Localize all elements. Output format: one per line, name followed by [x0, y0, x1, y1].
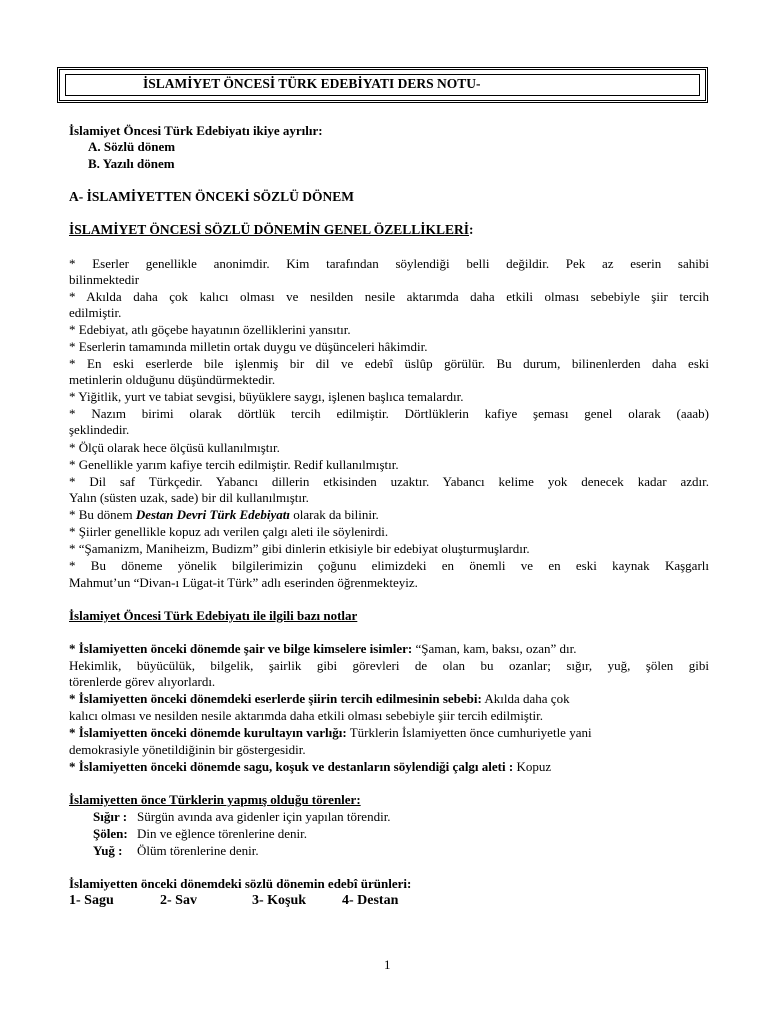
- work-item: 4- Destan: [342, 893, 399, 908]
- work-item: 2- Sav: [160, 893, 197, 908]
- note-3-line-2: demokrasiyle yönetildiğinin bir göstergesidir.: [69, 742, 306, 757]
- note-2-text: Akılda daha çok: [481, 691, 570, 706]
- note-3-line-1: [69, 725, 709, 741]
- note-3-label: * İslamiyetten önceki dönemde kurultayın varlığı:: [69, 725, 347, 740]
- ceremony-term: Yuğ :: [93, 843, 123, 858]
- bullet-11-emphasis: Destan Devri Türk Edebiyatı: [135, 507, 290, 522]
- bullet-10-line-2: Yalın (süsten uzak, sade) bir dil kullanılmıştır.: [69, 490, 309, 505]
- bullet-1-line-1: * Eserler genellikle anonimdir. Kim tarafından söylendiği belli değildir. Pek az eserin sahibi: [69, 256, 709, 271]
- work-item: 1- Sagu: [69, 893, 114, 908]
- page-number: 1: [384, 957, 391, 972]
- bullet-6: * Yiğitlik, yurt ve tabiat sevgisi, büyüklere saygı, işlenen başlıca temalardır.: [69, 389, 464, 404]
- note-1-line-2: Hekimlik, büyücülük, bilgelik, şairlik gibi görevleri de olan bu ozanlar; sığır, yuğ, şölen gibi: [69, 658, 709, 673]
- bullet-11-suffix: olarak da bilinir.: [290, 507, 379, 522]
- bullet-5-line-2: metinlerin olduğunu düşündürmektedir.: [69, 372, 276, 387]
- bullet-2-line-1: * Akılda daha çok kalıcı olması ve nesilden nesile aktarımda daha etkili olması sebebiyle şiir tercih: [69, 289, 709, 304]
- bullet-14-line-1: * Bu döneme yönelik bilgilerimizin çoğunu elimizdeki en önemli ve en eski kaynak Kaşgarlı: [69, 558, 709, 573]
- section-a-heading: A- İSLAMİYETTEN ÖNCEKİ SÖZLÜ DÖNEM: [69, 189, 355, 204]
- notes-heading: İslamiyet Öncesi Türk Edebiyatı ile ilgili bazı notlar: [69, 608, 358, 623]
- ceremony-sigir: [93, 809, 733, 825]
- bullet-10-line-1: * Dil saf Türkçedir. Yabancı dillerin etkisinden uzaktır. Yabancı kelime yok denecek kadar azdır.: [69, 474, 709, 489]
- document-title: İSLAMİYET ÖNCESİ TÜRK EDEBİYATI DERS NOTU-: [143, 76, 481, 91]
- bullet-9: * Genellikle yarım kafiye tercih edilmiştir. Redif kullanılmıştır.: [69, 457, 399, 472]
- intro-heading: İslamiyet Öncesi Türk Edebiyatı ikiye ayrılır:: [69, 123, 323, 138]
- ceremony-yug: [93, 843, 733, 859]
- bullet-14-line-2: Mahmut’un “Divan-ı Lügat-it Türk” adlı eserinden öğrenmekteyiz.: [69, 575, 418, 590]
- ceremony-term: Şölen:: [93, 826, 128, 841]
- bullet-3: * Edebiyat, atlı göçebe hayatının özelliklerini yansıtır.: [69, 322, 351, 337]
- note-1-line-3: törenlerde görev alıyorlardı.: [69, 674, 216, 689]
- bullet-4: * Eserlerin tamamında milletin ortak duygu ve düşünceleri hâkimdir.: [69, 339, 428, 354]
- bullet-8: * Ölçü olarak hece ölçüsü kullanılmıştır.: [69, 440, 280, 455]
- bullet-11-prefix: * Bu dönem: [69, 507, 136, 522]
- bullet-2-line-2: edilmiştir.: [69, 305, 122, 320]
- note-1-text: “Şaman, kam, baksı, ozan” dır.: [412, 641, 577, 656]
- note-2-line-2: kalıcı olması ve nesilden nesile aktarımda daha etkili olması sebebiyle şiir tercih edilmiştir.: [69, 708, 544, 723]
- note-1-label: * İslamiyetten önceki dönemde şair ve bilge kimselere isimler:: [69, 641, 413, 656]
- ceremony-desc: Sürgün avında ava gidenler için yapılan törendir.: [137, 809, 391, 824]
- note-2-line-1: [69, 691, 709, 707]
- bullet-7-line-2: şeklindedir.: [69, 422, 130, 437]
- note-4: [69, 759, 709, 775]
- general-features-colon: :: [468, 222, 474, 237]
- note-4-label: * İslamiyetten önceki dönemde sagu, koşuk ve destanların söylendiği çalgı aleti :: [69, 759, 514, 774]
- note-2-label: * İslamiyetten önceki dönemdeki eserlerde şiirin tercih edilmesinin sebebi:: [69, 691, 482, 706]
- note-3-text: Türklerin İslamiyetten önce cumhuriyetle yani: [346, 725, 592, 740]
- general-features-heading: [69, 222, 709, 238]
- bullet-5-line-1: * En eski eserlerde bile işlenmiş bir dil ve edebî üslûp görülür. Bu durum, bilinenlerden daha eski: [69, 356, 709, 371]
- ceremony-solen: [93, 826, 733, 842]
- note-1-line-1: [69, 641, 709, 657]
- works-heading: İslamiyetten önceki dönemdeki sözlü dönemin edebî ürünleri:: [69, 876, 412, 891]
- ceremony-desc: Din ve eğlence törenlerine denir.: [137, 826, 308, 841]
- bullet-13: * “Şamanizm, Maniheizm, Budizm” gibi dinlerin etkisiyle bir edebiyat oluşturmuşlardır.: [69, 541, 530, 556]
- bullet-7-line-1: * Nazım birimi olarak dörtlük tercih edilmiştir. Dörtlüklerin kafiye şeması genel olarak (aaab): [69, 406, 709, 421]
- intro-item-a: A. Sözlü dönem: [88, 139, 176, 154]
- bullet-12: * Şiirler genellikle kopuz adı verilen çalgı aleti ile söylenirdi.: [69, 524, 389, 539]
- work-item: 3- Koşuk: [252, 893, 307, 908]
- bullet-1-line-2: bilinmektedir: [69, 272, 140, 287]
- ceremonies-heading: İslamiyetten önce Türklerin yapmış olduğu törenler:: [69, 792, 361, 807]
- note-4-text: Kopuz: [513, 759, 552, 774]
- general-features-title: İSLAMİYET ÖNCESİ SÖZLÜ DÖNEMİN GENEL ÖZELLİKLERİ: [69, 222, 469, 237]
- bullet-11: [69, 507, 709, 523]
- ceremony-desc: Ölüm törenlerine denir.: [137, 843, 259, 858]
- ceremony-term: Sığır :: [93, 809, 128, 824]
- intro-item-b: B. Yazılı dönem: [88, 156, 175, 171]
